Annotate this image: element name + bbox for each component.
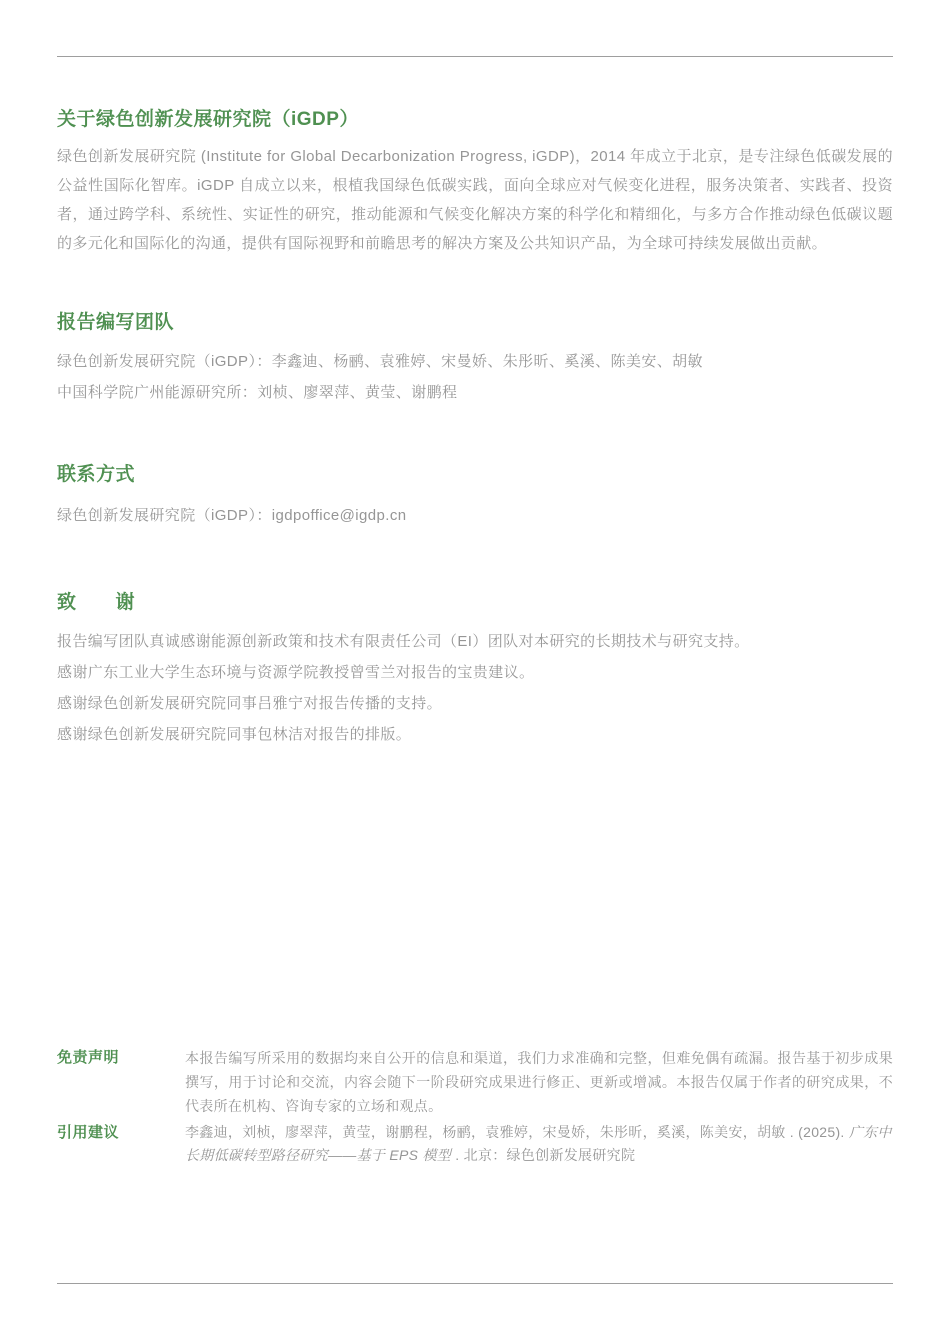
team-line-igdp: 绿色创新发展研究院（iGDP）：李鑫迪、杨鹂、袁雅婷、宋曼娇、朱彤昕、奚溪、陈美安、胡敏 [57,353,703,370]
about-paragraph: 绿色创新发展研究院 (Institute for Global Decarbonization Progress, iGDP)，2014 年成立于北京，是专注绿色低碳发展的公益性国际化智库。iGDP 自成立以来，根植我国绿色低碳实践，面向全球应对气候变化进程，服务决策者、实践者、投资者，通过跨学科、系统性、实证性的研究，推动能源和气候变化解决方案的科学化和精细化，与多方合作推动绿色低碳议题的多元化和国际化的沟通，提供有国际视野和前瞻思考的解决方案及公共知识产品，为全球可持续发展做出贡献。 [57,148,893,252]
citation-title: 广东中长期低碳转型路径研究——基于 EPS 模型 [185,1124,892,1163]
team-line-giec: 中国科学院广州能源研究所：刘桢、廖翠萍、黄莹、谢鹏程 [57,384,458,401]
bottom-divider [57,1283,893,1284]
team-lines [57,346,893,408]
citation-authors: 李鑫迪，刘桢，廖翠萍，黄莹，谢鹏程，杨鹂，袁雅婷，宋曼娇，朱彤昕，奚溪，陈美安，胡敏 . (2025). [185,1124,849,1140]
acknowledgement-line: 报告编写团队真诚感谢能源创新政策和技术有限责任公司（EI）团队对本研究的长期技术与研究支持。 [57,633,750,650]
acknowledgement-line: 感谢绿色创新发展研究院同事吕雅宁对报告传播的支持。 [57,695,443,712]
disclaimer-text: 本报告编写所采用的数据均来自公开的信息和渠道，我们力求准确和完整，但难免偶有疏漏。报告基于初步成果撰写，用于讨论和交流，内容会随下一阶段研究成果进行修正、更新或增减。本报告仅属于作者的研究成果，不代表所在机构、咨询专家的立场和观点。 [185,1050,893,1114]
acknowledgement-lines [57,626,893,750]
citation-row [57,1121,893,1167]
about-heading: 关于绿色创新发展研究院（iGDP） [57,109,359,130]
contact-heading: 联系方式 [57,464,136,485]
acknowledgement-heading: 致 谢 [57,592,136,613]
disclaimer-label: 免责声明 [57,1049,120,1066]
acknowledgement-line: 感谢绿色创新发展研究院同事包林洁对报告的排版。 [57,726,412,743]
citation-text [185,1121,893,1167]
contact-email-line: 绿色创新发展研究院（iGDP）：igdpoffice@igdp.cn [57,507,407,524]
team-heading: 报告编写团队 [57,312,175,333]
citation-label: 引用建议 [57,1124,120,1141]
disclaimer-row [57,1046,893,1118]
top-divider [57,56,893,57]
citation-tail: . 北京：绿色创新发展研究院 [451,1147,636,1163]
acknowledgement-line: 感谢广东工业大学生态环境与资源学院教授曾雪兰对报告的宝贵建议。 [57,664,535,681]
